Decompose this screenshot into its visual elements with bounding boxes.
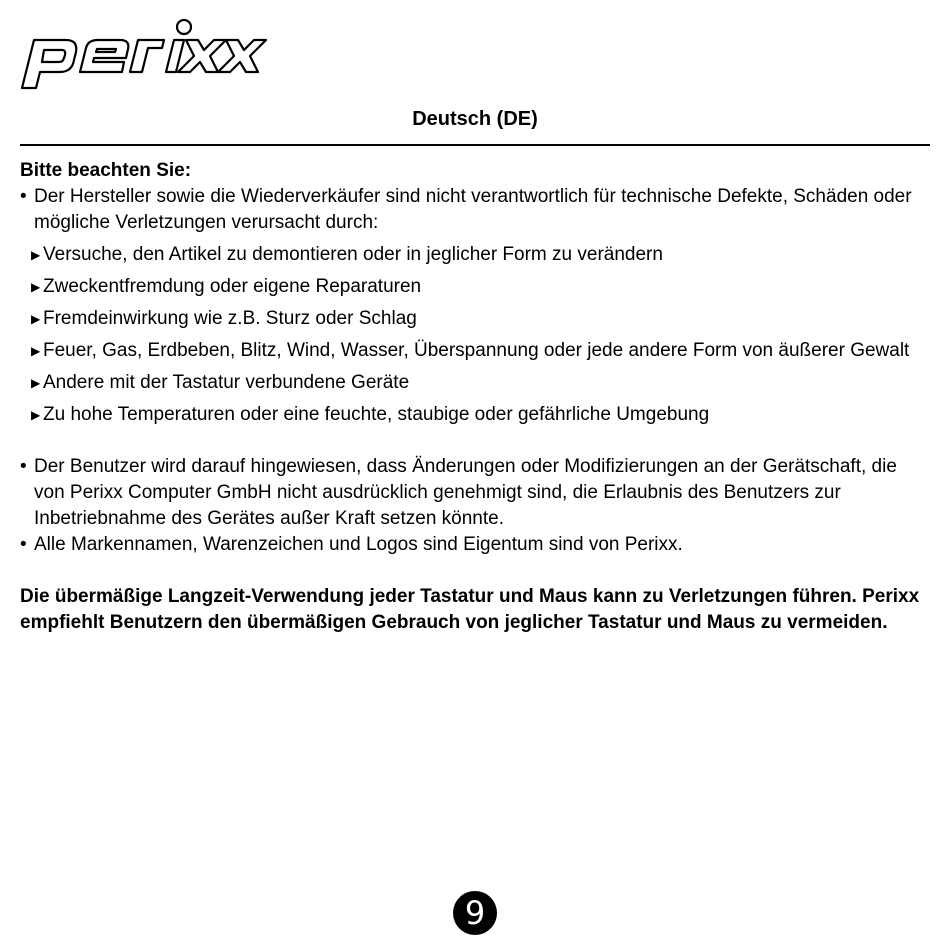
triangle-bullet-icon: ▶ — [31, 376, 41, 390]
bullet-text: Der Hersteller sowie die Wiederverkäufer sind nicht verantwortlich für technische Defekte, Schäden oder mögliche Verletzungen verursacht durch: — [34, 186, 912, 233]
bullet-text: Der Benutzer wird darauf hingewiesen, dass Änderungen oder Modifizierungen an der Gerätschaft, die von Perixx Computer GmbH nicht ausdrücklich genehmigt sind, die Erlaubnis des Benutzers zur Inbetriebnahme des Gerätes außer Kraft setzen könnte. — [34, 456, 897, 529]
list-item: ▶ Fremdeinwirkung wie z.B. Sturz oder Schlag — [20, 306, 930, 332]
triangle-bullet-icon: ▶ — [31, 344, 41, 358]
language-heading: Deutsch (DE) — [412, 108, 538, 130]
divider — [20, 144, 930, 146]
bullet-dot: • — [20, 534, 27, 555]
triangle-bullet-icon: ▶ — [31, 248, 41, 262]
perixx-logo — [18, 18, 270, 92]
list-item: ▶ Zweckentfremdung oder eigene Reparaturen — [20, 274, 930, 300]
list-item: ▶ Feuer, Gas, Erdbeben, Blitz, Wind, Wasser, Überspannung oder jede andere Form von äußerer Gewalt — [20, 338, 930, 364]
triangle-bullet-icon: ▶ — [31, 280, 41, 294]
bullet-dot: • — [20, 456, 27, 477]
bullet-trademarks — [20, 532, 930, 558]
bullet-text: Alle Markennamen, Warenzeichen und Logos sind Eigentum sind von Perixx. — [34, 534, 683, 555]
bullet-dot: • — [20, 186, 27, 207]
bullet-modification — [20, 454, 930, 532]
bullet-liability — [20, 184, 930, 236]
list-item: ▶ Andere mit der Tastatur verbundene Geräte — [20, 370, 930, 396]
triangle-bullet-icon: ▶ — [31, 408, 41, 422]
health-warning: Die übermäßige Langzeit-Verwendung jeder Tastatur und Maus kann zu Verletzungen führen. Perixx empfiehlt Benutzern den übermäßigen Gebrauch von jeglicher Tastatur und Maus zu vermeiden. — [20, 586, 920, 633]
triangle-bullet-icon: ▶ — [31, 312, 41, 326]
notice-content — [20, 158, 930, 636]
list-item: ▶ Zu hohe Temperaturen oder eine feuchte, staubige oder gefährliche Umgebung — [20, 402, 930, 428]
list-item: ▶ Versuche, den Artikel zu demontieren oder in jeglicher Form zu verändern — [20, 242, 930, 268]
page-number: 9 — [453, 891, 497, 935]
cause-list — [20, 242, 930, 428]
notice-heading: Bitte beachten Sie: — [20, 160, 192, 181]
